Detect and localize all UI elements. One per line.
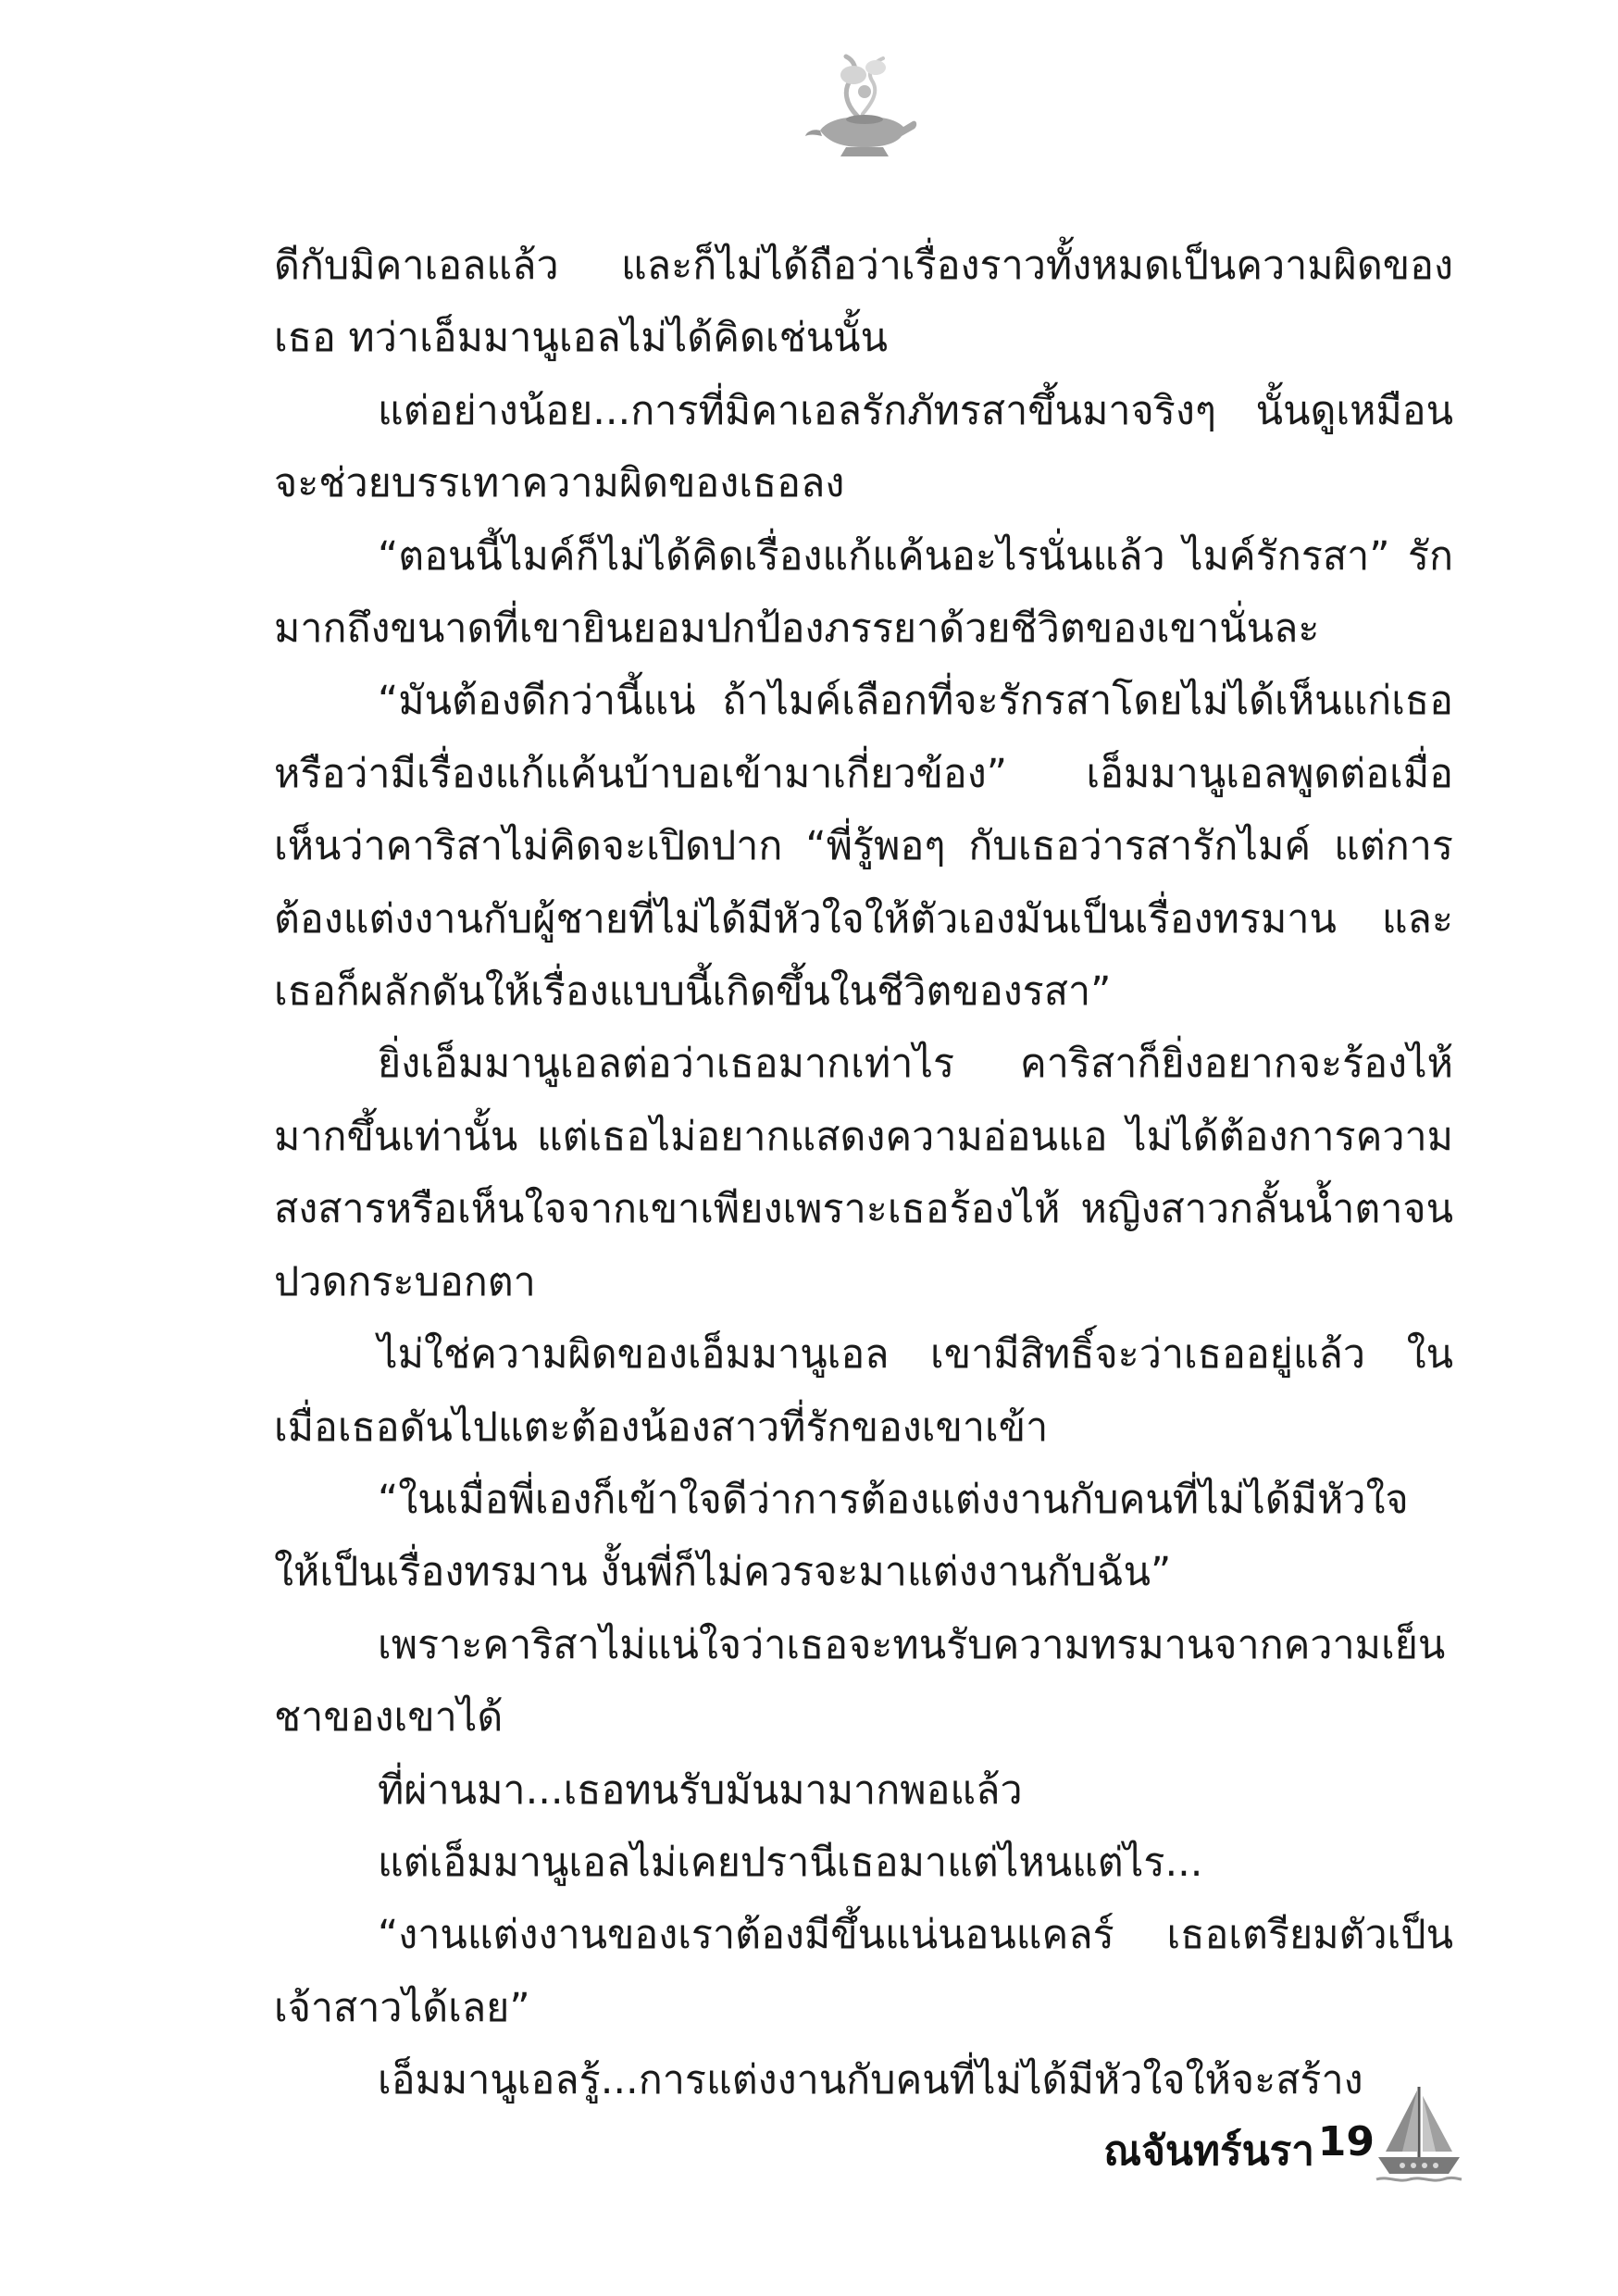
paragraph: ไม่ใช่ความผิดของเอ็มมานูเอล เขามีสิทธิ์จะว่าเธออยู่แล้ว ในเมื่อเธอดันไปแตะต้องน้องสาวที่รักของเขาเข้า <box>274 1331 1453 1451</box>
paragraph: เพราะคาริสาไม่แน่ใจว่าเธอจะทนรับความทรมานจากความเย็นชาของเขาได้ <box>274 1621 1446 1741</box>
paragraph: “ในเมื่อพี่เองก็เข้าใจดีว่าการต้องแต่งงานกับคนที่ไม่ได้มีหัวใจให้เป็นเรื่องทรมาน งั้นพี่ก็ไม่ควรจะมาแต่งงานกับฉัน” <box>274 1476 1409 1596</box>
paragraph: ดีกับมิคาเอลแล้ว และก็ไม่ได้ถือว่าเรื่องราวทั้งหมดเป็นความผิดของเธอ ทว่าเอ็มมานูเอลไม่ได้คิดเช่นนั้น <box>274 243 1453 362</box>
footer-author: ณจันทร์นรา <box>1103 2128 1314 2175</box>
sailboat-icon <box>1375 2083 1462 2185</box>
paragraph: แต่เอ็มมานูเอลไม่เคยปรานีเธอมาแต่ไหนแต่ไร... <box>378 1839 1203 1886</box>
page-body <box>274 230 1453 2117</box>
paragraph: แต่อย่างน้อย...การที่มิคาเอลรักภัทรสาขึ้นมาจริงๆ นั้นดูเหมือนจะช่วยบรรเทาความผิดของเธอลง <box>274 387 1453 507</box>
page-number: 19 <box>1317 2118 1375 2165</box>
genie-lamp-icon <box>800 51 920 162</box>
paragraph: “งานแต่งงานของเราต้องมีขึ้นแน่นอนแคลร์ เธอเตรียมตัวเป็นเจ้าสาวได้เลย” <box>274 1912 1453 2031</box>
paragraph: ที่ผ่านมา...เธอทนรับมันมามากพอแล้ว <box>378 1766 1023 1814</box>
paragraph: “ตอนนี้ไมค์ก็ไม่ได้คิดเรื่องแก้แค้นอะไรนั่นแล้ว ไมค์รักรสา” รักมากถึงขนาดที่เขายินยอมปกป้องภรรยาด้วยชีวิตของเขานั่นละ <box>274 532 1453 653</box>
paragraph: เอ็มมานูเอลรู้...การแต่งงานกับคนที่ไม่ได้มีหัวใจให้จะสร้าง <box>378 2057 1363 2104</box>
page-footer <box>1055 2083 1462 2194</box>
paragraph: ยิ่งเอ็มมานูเอลต่อว่าเธอมากเท่าไร คาริสาก็ยิ่งอยากจะร้องไห้มากขึ้นเท่านั้น แต่เธอไม่อยากแสดงความอ่อนแอ ไม่ได้ต้องการความสงสารหรือเห็นใจจากเขาเพียงเพราะเธอร้องไห้ หญิงสาวกลั้นน้ำตาจนปวดกระบอกตา <box>274 1041 1453 1305</box>
paragraph: “มันต้องดีกว่านี้แน่ ถ้าไมค์เลือกที่จะรักรสาโดยไม่ได้เห็นแก่เธอหรือว่ามีเรื่องแก้แค้นบ้าบอเข้ามาเกี่ยวข้อง” เอ็มมานูเอลพูดต่อเมื่อเห็นว่าคาริสาไม่คิดจะเปิดปาก “พี่รู้พอๆ กับเธอว่ารสารักไมค์ แต่การต้องแต่งงานกับผู้ชายที่ไม่ได้มีหัวใจให้ตัวเองมันเป็นเรื่องทรมาน และเธอก็ผลักดันให้เรื่องแบบนี้เกิดขึ้นในชีวิตของรสา” <box>274 678 1453 1016</box>
